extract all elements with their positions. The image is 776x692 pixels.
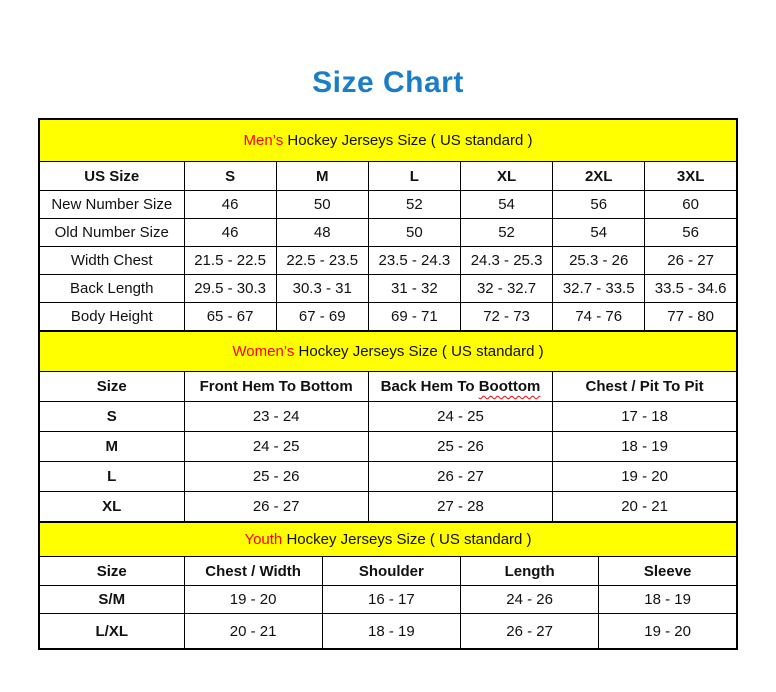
row-header: M	[39, 432, 184, 462]
column-header: Back Hem To Boottom	[368, 372, 552, 402]
table-cell: 26 - 27	[645, 247, 737, 275]
table-cell: 67 - 69	[276, 303, 368, 332]
header-row	[39, 162, 737, 191]
table-cell: 24.3 - 25.3	[460, 247, 552, 275]
row-header: L/XL	[39, 614, 184, 650]
table-cell: 74 - 76	[553, 303, 645, 332]
table-row	[39, 462, 737, 492]
table-cell: 31 - 32	[368, 275, 460, 303]
table-row	[39, 586, 737, 614]
table-cell: 20 - 21	[553, 492, 737, 523]
banner-row	[39, 331, 737, 372]
row-header: S	[39, 402, 184, 432]
table-cell: 77 - 80	[645, 303, 737, 332]
table-cell: 24 - 25	[184, 432, 368, 462]
table-cell: 23.5 - 24.3	[368, 247, 460, 275]
row-header: Width Chest	[39, 247, 184, 275]
table-cell: 24 - 26	[461, 586, 599, 614]
column-header: Shoulder	[322, 557, 460, 586]
banner-row	[39, 522, 737, 557]
table-cell: 19 - 20	[184, 586, 322, 614]
youth-banner	[39, 522, 737, 557]
banner-text: Hockey Jerseys Size ( US standard )	[294, 343, 544, 360]
table-cell: 27 - 28	[368, 492, 552, 523]
table-row	[39, 275, 737, 303]
table-cell: 48	[276, 219, 368, 247]
column-header: Size	[39, 557, 184, 586]
table-cell: 32 - 32.7	[460, 275, 552, 303]
table-cell: 72 - 73	[460, 303, 552, 332]
womens-banner	[39, 331, 737, 372]
table-cell: 60	[645, 191, 737, 219]
table-cell: 50	[368, 219, 460, 247]
table-cell: 69 - 71	[368, 303, 460, 332]
table-row	[39, 303, 737, 332]
table-cell: 19 - 20	[599, 614, 737, 650]
column-header: Sleeve	[599, 557, 737, 586]
column-header: S	[184, 162, 276, 191]
row-header: L	[39, 462, 184, 492]
row-header: Body Height	[39, 303, 184, 332]
table-cell: 52	[460, 219, 552, 247]
column-header: L	[368, 162, 460, 191]
table-cell: 52	[368, 191, 460, 219]
table-cell: 25 - 26	[368, 432, 552, 462]
table-cell: 16 - 17	[322, 586, 460, 614]
table-cell: 32.7 - 33.5	[553, 275, 645, 303]
row-header: Old Number Size	[39, 219, 184, 247]
row-header: Back Length	[39, 275, 184, 303]
row-header: New Number Size	[39, 191, 184, 219]
table-cell: 54	[460, 191, 552, 219]
size-table-mens	[38, 118, 738, 332]
table-cell: 17 - 18	[553, 402, 737, 432]
table-cell: 65 - 67	[184, 303, 276, 332]
column-header: 2XL	[553, 162, 645, 191]
table-row	[39, 247, 737, 275]
misspelled-word: Boottom	[478, 378, 541, 395]
mens-banner	[39, 119, 737, 162]
column-header: M	[276, 162, 368, 191]
size-table-youth	[38, 521, 738, 650]
table-cell: 24 - 25	[368, 402, 552, 432]
table-cell: 22.5 - 23.5	[276, 247, 368, 275]
column-header: Length	[461, 557, 599, 586]
column-header: US Size	[39, 162, 184, 191]
table-cell: 21.5 - 22.5	[184, 247, 276, 275]
table-cell: 50	[276, 191, 368, 219]
row-header: S/M	[39, 586, 184, 614]
table-cell: 56	[553, 191, 645, 219]
table-row	[39, 432, 737, 462]
row-header: XL	[39, 492, 184, 523]
table-cell: 56	[645, 219, 737, 247]
banner-highlight: Men’s	[243, 132, 284, 149]
table-cell: 54	[553, 219, 645, 247]
table-row	[39, 402, 737, 432]
table-cell: 25 - 26	[184, 462, 368, 492]
column-header: Size	[39, 372, 184, 402]
size-table-womens	[38, 330, 738, 523]
table-cell: 26 - 27	[368, 462, 552, 492]
table-cell: 46	[184, 219, 276, 247]
table-cell: 29.5 - 30.3	[184, 275, 276, 303]
table-cell: 20 - 21	[184, 614, 322, 650]
table-cell: 18 - 19	[553, 432, 737, 462]
banner-highlight: Women’s	[232, 343, 295, 360]
table-cell: 18 - 19	[322, 614, 460, 650]
table-cell: 19 - 20	[553, 462, 737, 492]
table-cell: 46	[184, 191, 276, 219]
banner-text: Hockey Jerseys Size ( US standard )	[283, 132, 533, 149]
table-cell: 18 - 19	[599, 586, 737, 614]
header-row	[39, 557, 737, 586]
table-cell: 23 - 24	[184, 402, 368, 432]
table-row	[39, 219, 737, 247]
banner-highlight: Youth	[244, 531, 283, 548]
table-row	[39, 191, 737, 219]
table-cell: 26 - 27	[184, 492, 368, 523]
table-cell: 33.5 - 34.6	[645, 275, 737, 303]
table-cell: 26 - 27	[461, 614, 599, 650]
table-row	[39, 614, 737, 650]
column-header: Chest / Width	[184, 557, 322, 586]
column-header: Chest / Pit To Pit	[553, 372, 737, 402]
header-row	[39, 372, 737, 402]
banner-row	[39, 119, 737, 162]
column-header: Front Hem To Bottom	[184, 372, 368, 402]
banner-text: Hockey Jerseys Size ( US standard )	[282, 531, 532, 548]
size-tables-container	[38, 118, 738, 650]
column-header: XL	[460, 162, 552, 191]
column-header: 3XL	[645, 162, 737, 191]
table-cell: 25.3 - 26	[553, 247, 645, 275]
table-cell: 30.3 - 31	[276, 275, 368, 303]
table-row	[39, 492, 737, 523]
page-title: Size Chart	[312, 66, 464, 99]
